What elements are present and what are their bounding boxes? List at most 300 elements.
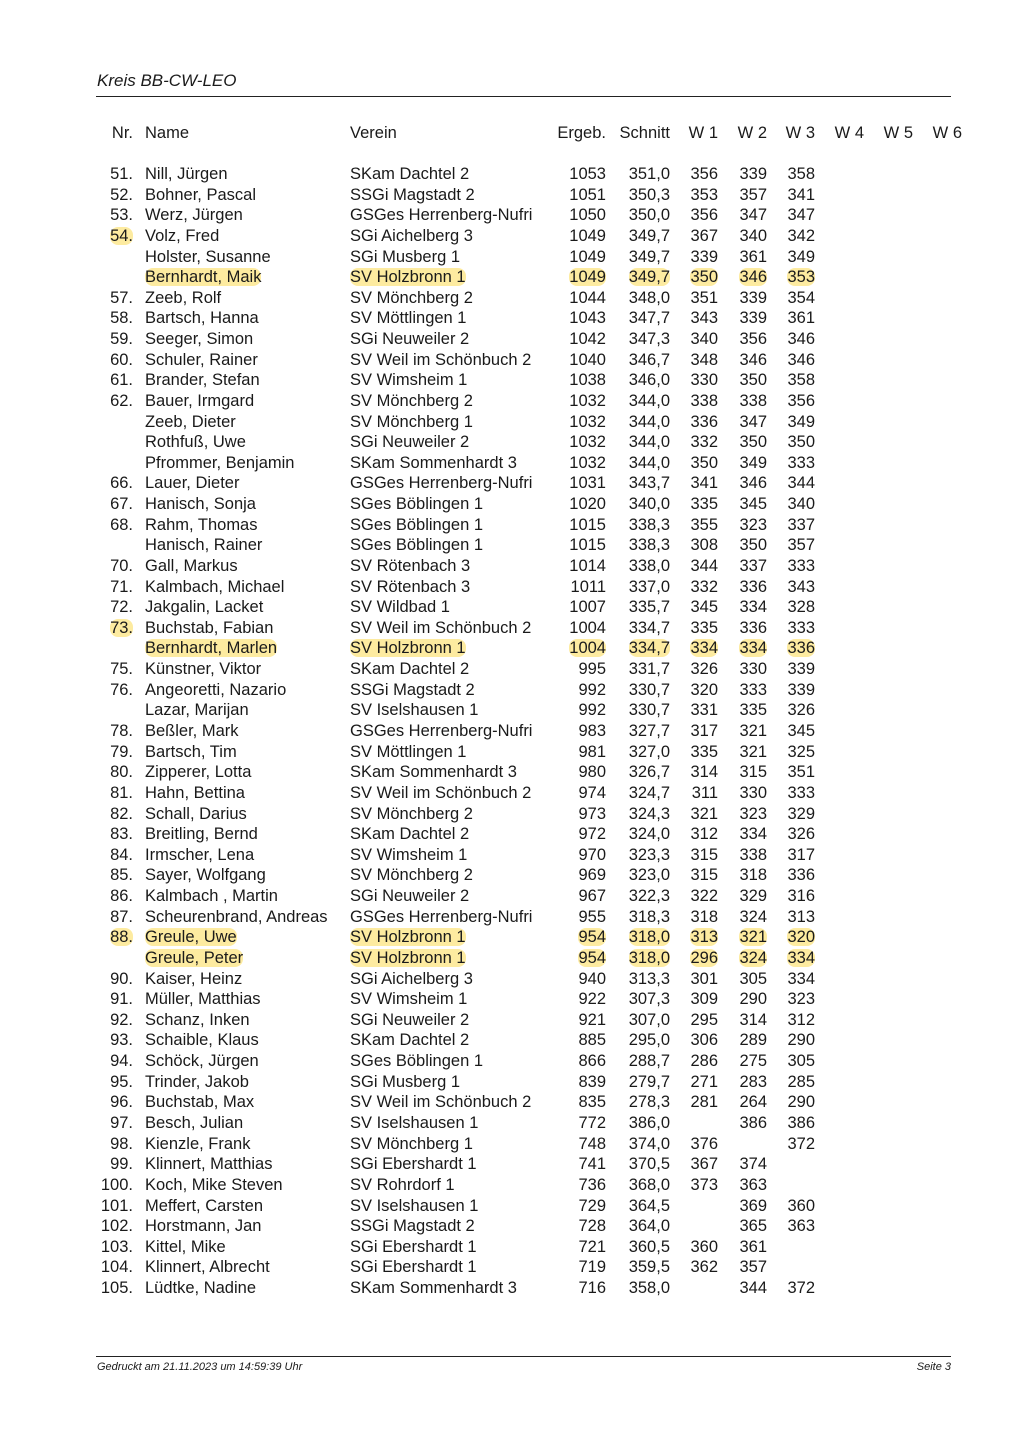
cell-w2: 336 xyxy=(739,618,767,637)
cell-w3: 350 xyxy=(787,433,815,452)
cell-w1: 313 xyxy=(690,928,718,947)
cell-verein: GSGes Herrenberg-Nufri xyxy=(350,722,533,740)
cell-ergeb: 972 xyxy=(578,825,606,844)
cell-w3: 339 xyxy=(787,680,815,699)
cell-w1: 336 xyxy=(690,412,718,431)
cell-ergeb: 729 xyxy=(578,1196,606,1215)
cell-w3: 325 xyxy=(787,742,815,761)
cell-verein: SKam Dachtel 2 xyxy=(350,825,470,844)
cell-schnitt: 318,0 xyxy=(628,948,670,967)
cell-verein: SV Iselshausen 1 xyxy=(350,701,479,720)
cell-w3: 316 xyxy=(787,887,815,906)
cell-w3: 337 xyxy=(787,515,815,534)
cell-name: Sayer, Wolfgang xyxy=(145,866,266,885)
cell-nr: 92. xyxy=(110,1010,133,1029)
cell-ergeb: 1043 xyxy=(569,309,606,328)
cell-w1: 312 xyxy=(690,825,718,844)
cell-w3: 386 xyxy=(787,1113,815,1132)
cell-verein: GSGes Herrenberg-Nufri xyxy=(350,206,533,225)
cell-schnitt: 327,0 xyxy=(628,742,670,761)
cell-verein: SGi Neuweiler 2 xyxy=(350,1010,470,1029)
cell-w1: 281 xyxy=(690,1093,718,1112)
cell-nr: 52. xyxy=(110,185,133,204)
col-header-w2: W 2 xyxy=(737,124,767,142)
cell-name: Bernhardt, Marlen xyxy=(145,639,278,658)
cell-w1: 362 xyxy=(690,1258,718,1277)
cell-w2: 369 xyxy=(739,1196,767,1215)
cell-name: Horstmann, Jan xyxy=(145,1217,262,1236)
cell-schnitt: 350,3 xyxy=(628,185,670,204)
cell-w2: 334 xyxy=(739,639,767,658)
cell-nr: 97. xyxy=(110,1113,133,1132)
cell-w3: 340 xyxy=(787,495,815,514)
cell-nr: 53. xyxy=(110,206,133,225)
cell-nr: 99. xyxy=(110,1155,133,1174)
cell-w2: 338 xyxy=(739,845,767,864)
cell-verein: SGes Böblingen 1 xyxy=(350,515,484,534)
cell-w1: 367 xyxy=(690,226,718,245)
cell-nr: 68. xyxy=(110,515,133,534)
page-header-title: Kreis BB-CW-LEO xyxy=(97,71,237,90)
cell-nr: 58. xyxy=(110,309,133,328)
cell-name: Holster, Susanne xyxy=(145,247,271,266)
cell-verein: SKam Dachtel 2 xyxy=(350,165,470,183)
cell-w2: 344 xyxy=(739,1279,767,1298)
cell-verein: SV Rötenbach 3 xyxy=(350,577,471,596)
cell-verein: SV Holzbronn 1 xyxy=(350,948,466,967)
cell-verein: SV Mönchberg 2 xyxy=(350,866,473,885)
cell-w2: 346 xyxy=(739,268,767,287)
cell-schnitt: 326,7 xyxy=(628,763,670,782)
cell-w1: 318 xyxy=(690,907,718,926)
cell-w3: 334 xyxy=(787,969,815,988)
cell-name: Buchstab, Fabian xyxy=(145,618,274,637)
cell-w2: 289 xyxy=(739,1031,767,1050)
cell-name: Scheurenbrand, Andreas xyxy=(145,907,328,926)
footer-page-number: Seite 3 xyxy=(916,1361,951,1373)
cell-name: Koch, Mike Steven xyxy=(145,1175,283,1194)
cell-w1: 314 xyxy=(690,763,718,782)
cell-schnitt: 323,3 xyxy=(628,845,670,864)
cell-verein: SV Wildbad 1 xyxy=(350,598,450,617)
cell-name: Hahn, Bettina xyxy=(145,783,245,802)
cell-w3: 363 xyxy=(787,1217,815,1236)
cell-verein: SGi Aichelberg 3 xyxy=(350,969,473,988)
cell-nr: 60. xyxy=(110,350,133,369)
cell-verein: SV Mönchberg 2 xyxy=(350,288,473,307)
cell-name: Brander, Stefan xyxy=(145,371,260,390)
cell-nr: 83. xyxy=(110,825,133,844)
cell-w2: 346 xyxy=(739,350,767,369)
cell-name: Jakgalin, Lacket xyxy=(145,598,264,617)
cell-w3: 320 xyxy=(787,928,815,947)
cell-name: Schall, Darius xyxy=(145,804,247,823)
cell-name: Greule, Peter xyxy=(145,948,244,967)
cell-w2: 315 xyxy=(739,763,767,782)
cell-schnitt: 359,5 xyxy=(628,1258,670,1277)
cell-ergeb: 969 xyxy=(578,866,606,885)
cell-schnitt: 347,3 xyxy=(628,330,670,349)
cell-schnitt: 351,0 xyxy=(628,165,670,183)
cell-nr: 102. xyxy=(100,1217,133,1236)
cell-name: Künstner, Viktor xyxy=(145,660,262,679)
cell-w3: 347 xyxy=(787,206,815,225)
cell-schnitt: 318,0 xyxy=(628,928,670,947)
cell-verein: SKam Sommenhardt 3 xyxy=(350,763,517,782)
cell-schnitt: 338,3 xyxy=(628,536,670,555)
cell-schnitt: 349,7 xyxy=(628,226,670,245)
cell-verein: SV Iselshausen 1 xyxy=(350,1196,479,1215)
cell-name: Pfrommer, Benjamin xyxy=(145,453,295,472)
cell-name: Bauer, Irmgard xyxy=(145,391,255,410)
cell-ergeb: 1032 xyxy=(569,391,606,410)
cell-verein: SV Weil im Schönbuch 2 xyxy=(350,618,532,637)
cell-nr: 54. xyxy=(110,226,133,245)
cell-w3: 285 xyxy=(787,1072,815,1091)
cell-ergeb: 1040 xyxy=(569,350,606,369)
cell-schnitt: 313,3 xyxy=(628,969,670,988)
cell-w1: 353 xyxy=(690,185,718,204)
cell-name: Gall, Markus xyxy=(145,556,238,575)
cell-ergeb: 1050 xyxy=(569,206,606,225)
cell-ergeb: 983 xyxy=(578,722,606,740)
cell-w1: 332 xyxy=(690,433,718,452)
cell-nr: 105. xyxy=(100,1279,133,1298)
cell-w1: 376 xyxy=(690,1134,718,1153)
cell-w3: 372 xyxy=(787,1134,815,1153)
cell-w3: 336 xyxy=(787,866,815,885)
cell-nr: 59. xyxy=(110,330,133,349)
col-header-w6: W 6 xyxy=(932,124,962,142)
cell-w2: 321 xyxy=(739,928,767,947)
cell-name: Hanisch, Rainer xyxy=(145,536,263,555)
cell-name: Schuler, Rainer xyxy=(145,350,258,369)
cell-w1: 335 xyxy=(690,742,718,761)
col-header-w3: W 3 xyxy=(785,124,815,142)
cell-name: Angeoretti, Nazario xyxy=(145,680,287,699)
cell-w2: 374 xyxy=(739,1155,767,1174)
cell-nr: 98. xyxy=(110,1134,133,1153)
cell-nr: 93. xyxy=(110,1031,133,1050)
cell-nr: 87. xyxy=(110,907,133,926)
cell-name: Klinnert, Albrecht xyxy=(145,1258,270,1277)
cell-w2: 346 xyxy=(739,474,767,493)
cell-ergeb: 741 xyxy=(578,1155,606,1174)
cell-w1: 343 xyxy=(690,309,718,328)
cell-schnitt: 307,3 xyxy=(628,990,670,1009)
cell-w2: 323 xyxy=(739,515,767,534)
cell-w1: 356 xyxy=(690,206,718,225)
cell-name: Schaible, Klaus xyxy=(145,1031,259,1050)
cell-nr: 67. xyxy=(110,495,133,514)
cell-w1: 355 xyxy=(690,515,718,534)
header-rule xyxy=(96,96,951,97)
cell-ergeb: 921 xyxy=(578,1010,606,1029)
cell-ergeb: 1051 xyxy=(569,185,606,204)
cell-w3: 361 xyxy=(787,309,815,328)
cell-w2: 340 xyxy=(739,226,767,245)
cell-verein: SSGi Magstadt 2 xyxy=(350,1217,475,1236)
cell-nr: 91. xyxy=(110,990,133,1009)
cell-ergeb: 728 xyxy=(578,1217,606,1236)
cell-name: Besch, Julian xyxy=(145,1113,244,1132)
col-header-schnitt: Schnitt xyxy=(619,124,670,142)
cell-w3: 313 xyxy=(787,907,815,926)
cell-name: Kaiser, Heinz xyxy=(145,969,243,988)
cell-ergeb: 995 xyxy=(578,660,606,679)
cell-w1: 311 xyxy=(691,783,718,802)
cell-nr: 95. xyxy=(110,1072,133,1091)
cell-nr: 62. xyxy=(110,391,133,410)
cell-verein: SGi Neuweiler 2 xyxy=(350,887,470,906)
cell-verein: SGi Neuweiler 2 xyxy=(350,330,470,349)
cell-w2: 365 xyxy=(739,1217,767,1236)
cell-w2: 305 xyxy=(739,969,767,988)
cell-schnitt: 346,7 xyxy=(628,350,670,369)
cell-ergeb: 748 xyxy=(578,1134,606,1153)
cell-w3: 342 xyxy=(787,226,815,245)
cell-nr: 100. xyxy=(100,1175,133,1194)
cell-verein: SGes Böblingen 1 xyxy=(350,495,484,514)
cell-ergeb: 992 xyxy=(578,701,606,720)
cell-w3: 346 xyxy=(787,330,815,349)
cell-name: Lauer, Dieter xyxy=(145,474,240,493)
cell-nr: 88. xyxy=(110,928,133,947)
cell-ergeb: 1049 xyxy=(569,226,606,245)
cell-w3: 323 xyxy=(787,990,815,1009)
cell-w1: 350 xyxy=(690,268,718,287)
cell-nr: 84. xyxy=(110,845,133,864)
cell-schnitt: 350,0 xyxy=(628,206,670,225)
cell-name: Nill, Jürgen xyxy=(145,165,228,183)
cell-name: Bohner, Pascal xyxy=(145,185,256,204)
cell-w2: 361 xyxy=(739,1237,767,1256)
cell-nr: 94. xyxy=(110,1052,133,1071)
cell-w3: 358 xyxy=(787,371,815,390)
cell-w1: 348 xyxy=(690,350,718,369)
cell-ergeb: 922 xyxy=(578,990,606,1009)
cell-name: Zipperer, Lotta xyxy=(145,763,252,782)
cell-w2: 356 xyxy=(739,330,767,349)
col-header-w1: W 1 xyxy=(688,124,718,142)
cell-name: Zeeb, Rolf xyxy=(145,288,222,307)
footer-rule xyxy=(96,1356,951,1357)
cell-w1: 356 xyxy=(690,165,718,183)
cell-schnitt: 344,0 xyxy=(628,391,670,410)
cell-w1: 350 xyxy=(690,453,718,472)
cell-w2: 334 xyxy=(739,825,767,844)
cell-w3: 336 xyxy=(787,639,815,658)
cell-w2: 264 xyxy=(739,1093,767,1112)
cell-w1: 340 xyxy=(690,330,718,349)
cell-ergeb: 970 xyxy=(578,845,606,864)
cell-ergeb: 1032 xyxy=(569,412,606,431)
cell-verein: SSGi Magstadt 2 xyxy=(350,185,475,204)
cell-w1: 345 xyxy=(690,598,718,617)
cell-w2: 324 xyxy=(739,907,767,926)
cell-schnitt: 368,0 xyxy=(628,1175,670,1194)
cell-schnitt: 344,0 xyxy=(628,412,670,431)
cell-w2: 339 xyxy=(739,309,767,328)
cell-verein: SV Wimsheim 1 xyxy=(350,845,468,864)
cell-schnitt: 324,0 xyxy=(628,825,670,844)
cell-name: Müller, Matthias xyxy=(145,990,261,1009)
cell-w1: 344 xyxy=(690,556,718,575)
cell-w3: 333 xyxy=(787,783,815,802)
cell-name: Irmscher, Lena xyxy=(145,845,255,864)
cell-ergeb: 1032 xyxy=(569,433,606,452)
cell-w3: 290 xyxy=(787,1093,815,1112)
cell-name: Schöck, Jürgen xyxy=(145,1052,259,1071)
cell-name: Kienzle, Frank xyxy=(145,1134,251,1153)
cell-w2: 350 xyxy=(739,371,767,390)
cell-verein: SKam Dachtel 2 xyxy=(350,1031,470,1050)
cell-w3: 339 xyxy=(787,660,815,679)
cell-ergeb: 1004 xyxy=(569,618,606,637)
cell-ergeb: 955 xyxy=(578,907,606,926)
cell-w2: 339 xyxy=(739,165,767,183)
cell-verein: SGes Böblingen 1 xyxy=(350,536,484,555)
cell-verein: SGi Ebershardt 1 xyxy=(350,1237,477,1256)
cell-ergeb: 992 xyxy=(578,680,606,699)
cell-w2: 350 xyxy=(739,433,767,452)
cell-ergeb: 1044 xyxy=(569,288,606,307)
cell-nr: 73. xyxy=(110,618,133,637)
cell-nr: 90. xyxy=(110,969,133,988)
cell-verein: SV Wimsheim 1 xyxy=(350,371,468,390)
cell-nr: 61. xyxy=(110,371,133,390)
cell-ergeb: 981 xyxy=(578,742,606,761)
cell-name: Werz, Jürgen xyxy=(145,206,243,225)
cell-w3: 346 xyxy=(787,350,815,369)
cell-verein: SV Wimsheim 1 xyxy=(350,990,468,1009)
cell-name: Bernhardt, Maik xyxy=(145,268,262,287)
cell-ergeb: 772 xyxy=(578,1113,606,1132)
cell-name: Zeeb, Dieter xyxy=(145,412,236,431)
col-header-verein: Verein xyxy=(350,124,397,142)
cell-schnitt: 340,0 xyxy=(628,495,670,514)
cell-ergeb: 954 xyxy=(578,928,606,947)
cell-w2: 357 xyxy=(739,185,767,204)
col-header-w5: W 5 xyxy=(883,124,913,142)
cell-verein: SV Mönchberg 1 xyxy=(350,412,473,431)
cell-w2: 314 xyxy=(739,1010,767,1029)
cell-nr: 81. xyxy=(110,783,133,802)
cell-w3: 326 xyxy=(787,701,815,720)
cell-w3: 358 xyxy=(787,165,815,183)
cell-w1: 341 xyxy=(690,474,718,493)
cell-nr: 82. xyxy=(110,804,133,823)
cell-name: Volz, Fred xyxy=(145,226,220,245)
cell-nr: 51. xyxy=(110,165,133,183)
cell-w3: 349 xyxy=(787,247,815,266)
cell-w1: 315 xyxy=(690,845,718,864)
cell-ergeb: 1053 xyxy=(569,165,606,183)
cell-w2: 330 xyxy=(739,660,767,679)
cell-w1: 351 xyxy=(690,288,718,307)
cell-nr: 78. xyxy=(110,722,133,740)
cell-w3: 344 xyxy=(787,474,815,493)
cell-schnitt: 344,0 xyxy=(628,433,670,452)
cell-verein: SKam Sommenhardt 3 xyxy=(350,453,517,472)
cell-ergeb: 1031 xyxy=(569,474,606,493)
cell-w2: 345 xyxy=(739,495,767,514)
cell-name: Kalmbach, Michael xyxy=(145,577,285,596)
cell-schnitt: 343,7 xyxy=(628,474,670,493)
cell-schnitt: 323,0 xyxy=(628,866,670,885)
cell-verein: SV Holzbronn 1 xyxy=(350,639,466,658)
cell-w2: 335 xyxy=(739,701,767,720)
cell-w1: 308 xyxy=(690,536,718,555)
footer-printed-date: Gedruckt am 21.11.2023 um 14:59:39 Uhr xyxy=(97,1361,303,1373)
cell-verein: SGi Neuweiler 2 xyxy=(350,433,470,452)
cell-nr: 86. xyxy=(110,887,133,906)
cell-schnitt: 347,7 xyxy=(628,309,670,328)
cell-w2: 347 xyxy=(739,412,767,431)
cell-ergeb: 1004 xyxy=(569,639,606,658)
cell-name: Meffert, Carsten xyxy=(145,1196,263,1215)
cell-ergeb: 716 xyxy=(578,1279,606,1298)
cell-w1: 322 xyxy=(690,887,718,906)
cell-w3: 341 xyxy=(787,185,815,204)
cell-w1: 309 xyxy=(690,990,718,1009)
cell-ergeb: 1011 xyxy=(570,577,606,596)
cell-name: Kittel, Mike xyxy=(145,1237,226,1256)
cell-ergeb: 1014 xyxy=(569,556,606,575)
cell-verein: SV Mönchberg 1 xyxy=(350,1134,473,1153)
cell-name: Bartsch, Tim xyxy=(145,742,237,761)
cell-schnitt: 360,5 xyxy=(628,1237,670,1256)
cell-ergeb: 940 xyxy=(578,969,606,988)
cell-name: Kalmbach , Martin xyxy=(145,887,278,906)
cell-w1: 360 xyxy=(690,1237,718,1256)
cell-schnitt: 322,3 xyxy=(628,887,670,906)
cell-ergeb: 1007 xyxy=(569,598,606,617)
cell-verein: SV Weil im Schönbuch 2 xyxy=(350,350,532,369)
cell-schnitt: 344,0 xyxy=(628,453,670,472)
cell-verein: SV Holzbronn 1 xyxy=(350,268,466,287)
cell-verein: SV Rohrdorf 1 xyxy=(350,1175,455,1194)
cell-nr: 71. xyxy=(110,577,133,596)
cell-w2: 321 xyxy=(739,722,767,740)
cell-schnitt: 330,7 xyxy=(628,701,670,720)
cell-w1: 306 xyxy=(690,1031,718,1050)
cell-w3: 343 xyxy=(787,577,815,596)
cell-verein: GSGes Herrenberg-Nufri xyxy=(350,907,533,926)
cell-nr: 96. xyxy=(110,1093,133,1112)
cell-w2: 386 xyxy=(739,1113,767,1132)
cell-ergeb: 1038 xyxy=(569,371,606,390)
cell-w1: 320 xyxy=(690,680,718,699)
cell-verein: SV Iselshausen 1 xyxy=(350,1113,479,1132)
cell-name: Greule, Uwe xyxy=(145,928,237,947)
cell-nr: 104. xyxy=(100,1258,133,1277)
cell-nr: 70. xyxy=(110,556,133,575)
cell-w2: 350 xyxy=(739,536,767,555)
cell-schnitt: 335,7 xyxy=(628,598,670,617)
cell-w1: 271 xyxy=(690,1072,718,1091)
cell-nr: 80. xyxy=(110,763,133,782)
cell-schnitt: 278,3 xyxy=(628,1093,670,1112)
cell-ergeb: 954 xyxy=(578,948,606,967)
cell-w3: 349 xyxy=(787,412,815,431)
cell-w2: 334 xyxy=(739,598,767,617)
cell-schnitt: 337,0 xyxy=(628,577,670,596)
cell-nr: 57. xyxy=(110,288,133,307)
cell-ergeb: 866 xyxy=(578,1052,606,1071)
cell-w1: 373 xyxy=(690,1175,718,1194)
cell-name: Seeger, Simon xyxy=(145,330,254,349)
